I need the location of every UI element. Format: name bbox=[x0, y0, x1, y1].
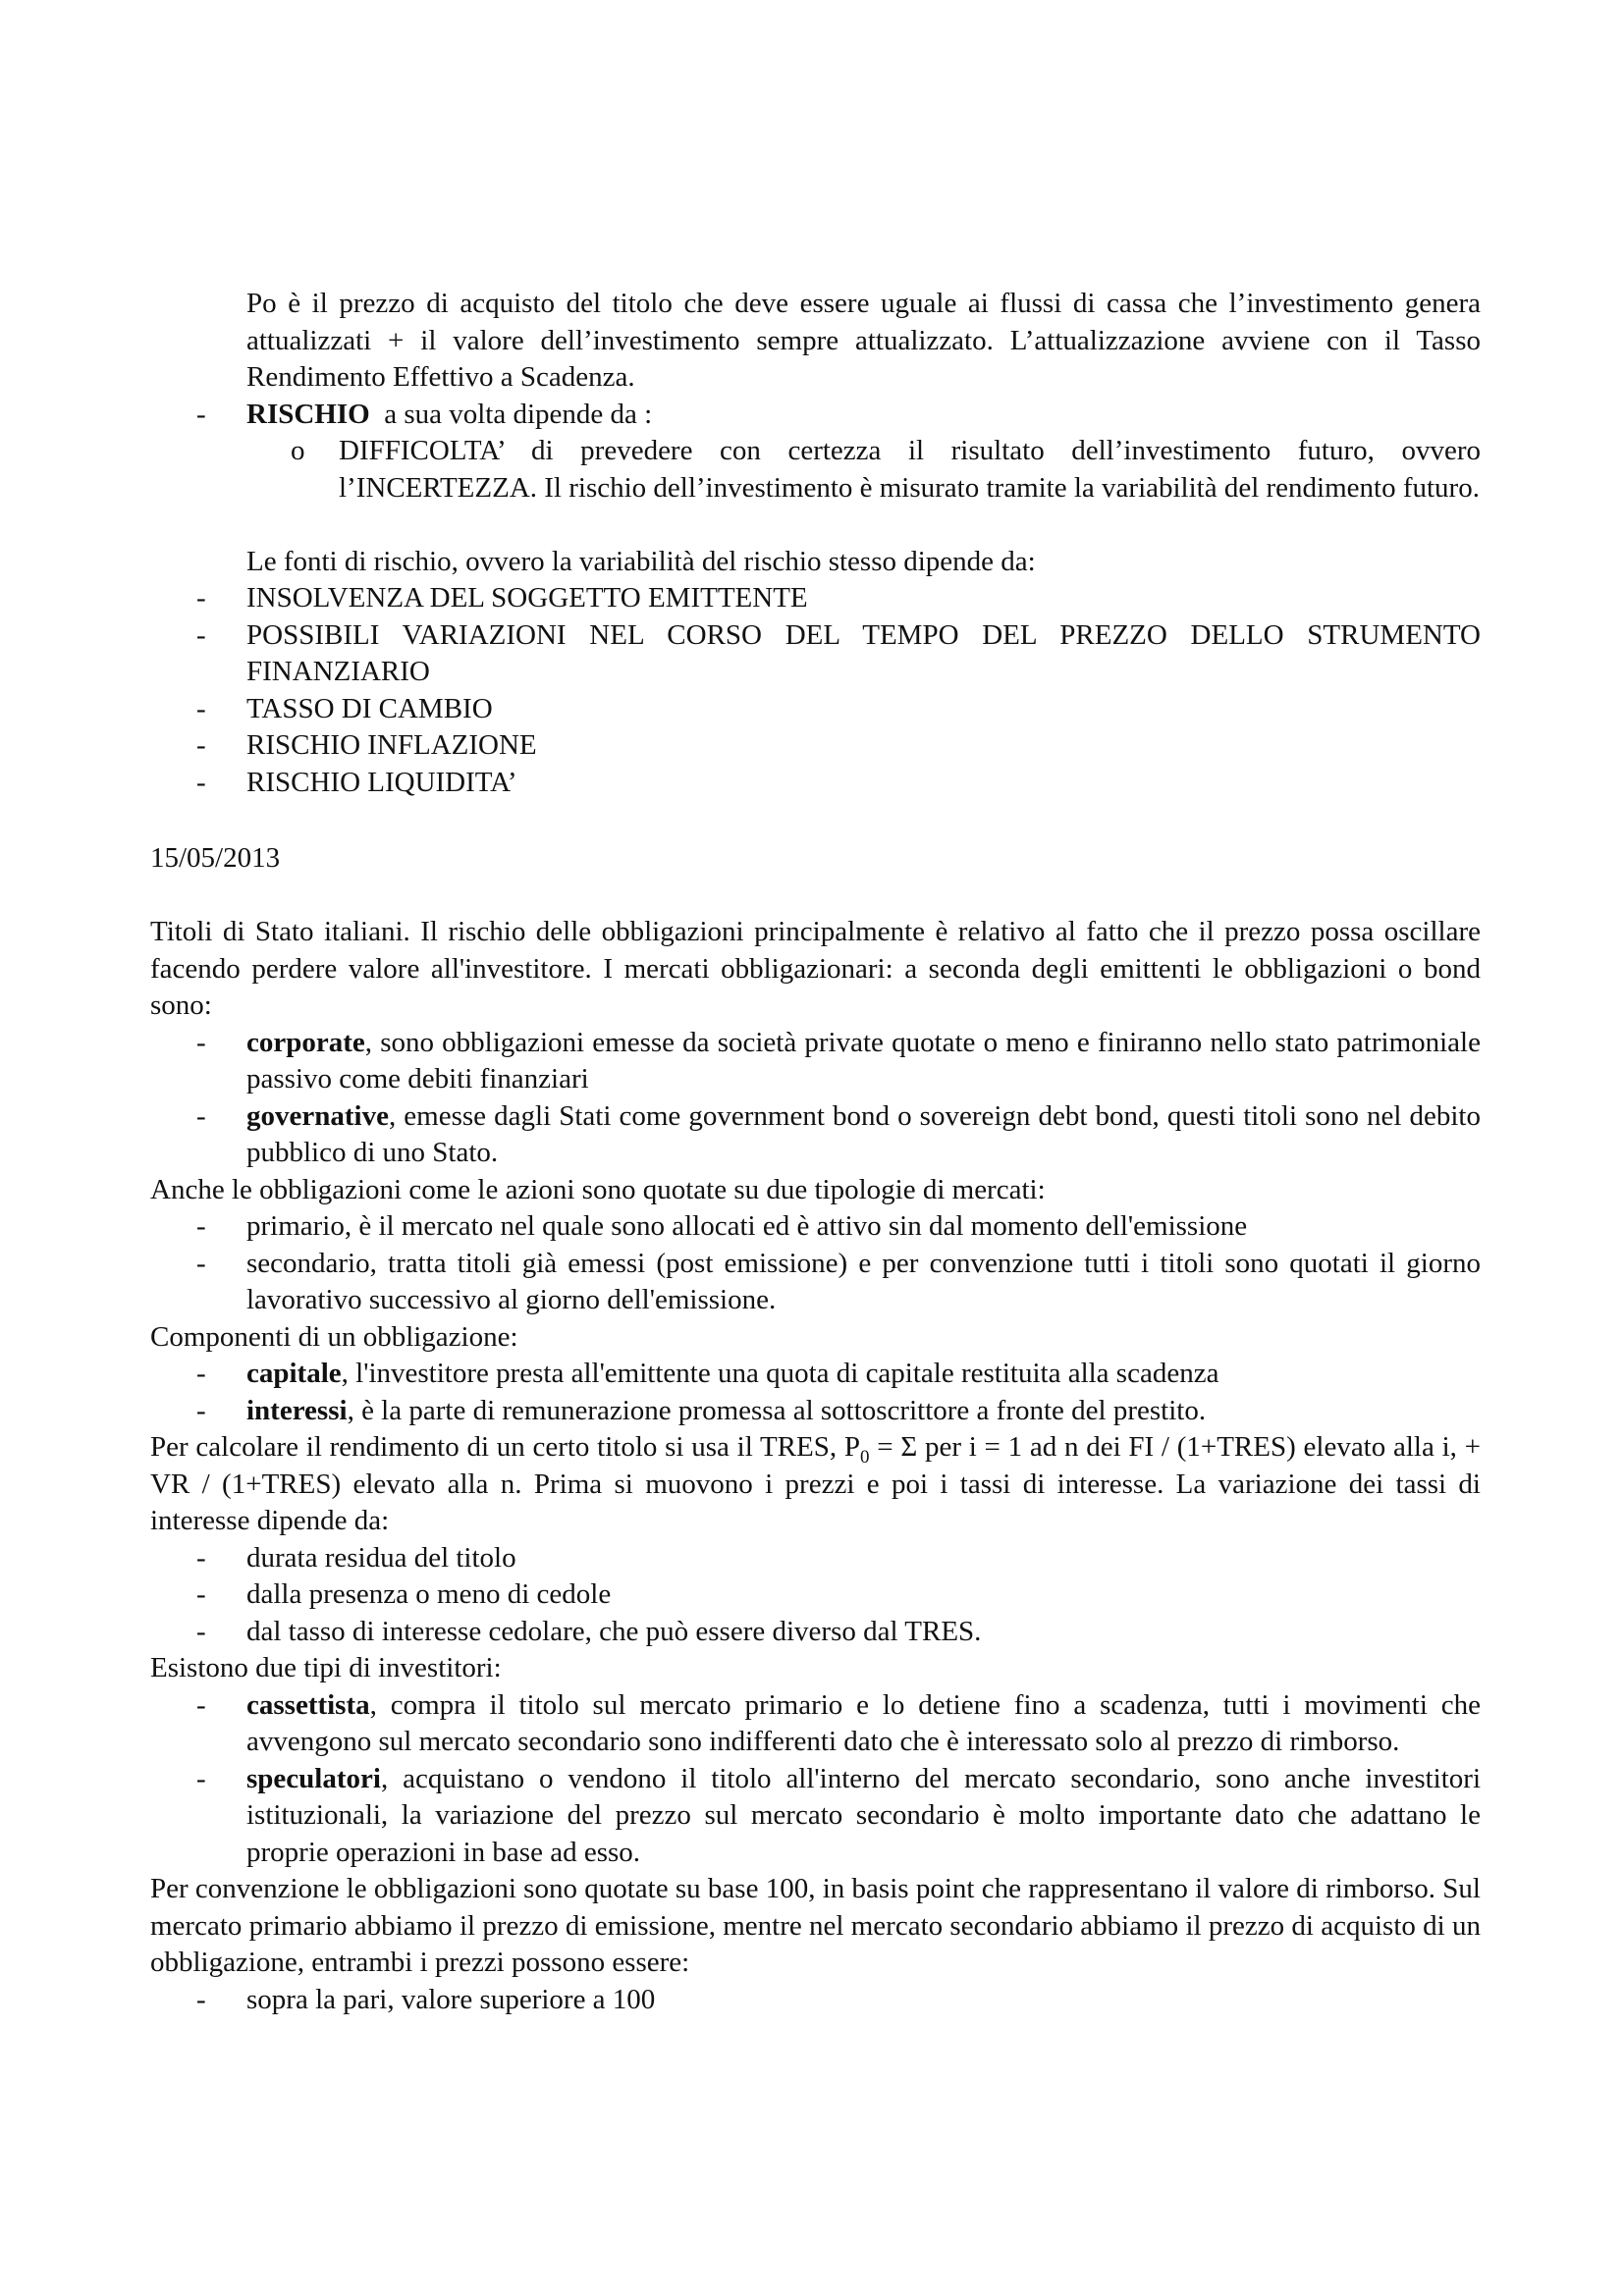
list-item: - dalla presenza o meno di cedole bbox=[196, 1578, 612, 1610]
list-item: - POSSIBILI VARIAZIONI NEL CORSO DEL TEMPO DEL PREZZO DELLO STRUMENTO FINANZIARIO bbox=[196, 618, 1481, 687]
circle-bullet: o bbox=[291, 435, 305, 466]
list-item-speculatori: - speculatori, acquistano o vendono il titolo all'interno del mercato secondario, sono anche investitori istituzionali, la variazione del prezzo sul mercato secondario è molto importante dato che adattano le proprie operazioni in base ad esso. bbox=[196, 1762, 1481, 1868]
list-item-governative: - governative, emesse dagli Stati come government bond o sovereign debt bond, questi titoli sono nel debito pubblico di uno Stato. bbox=[196, 1099, 1481, 1168]
list-item: - TASSO DI CAMBIO bbox=[196, 692, 493, 724]
list-item: - durata residua del titolo bbox=[196, 1541, 516, 1574]
rischio-term: RISCHIO bbox=[246, 399, 370, 430]
rischio-subitem bbox=[0, 433, 1623, 507]
paragraph: Anche le obbligazioni come le azioni sono quotate su due tipologie di mercati: bbox=[150, 1173, 1046, 1205]
incertezza-text: DIFFICOLTA’ di prevedere con certezza il risultato dell’investimento futuro, ovvero l’INCERTEZZA. Il rischio dell’investimento è misurato tramite la variabilità del rendimento futuro. bbox=[339, 435, 1481, 504]
rischio-text: a sua volta dipende da : bbox=[369, 399, 653, 430]
list-item: - primario, è il mercato nel quale sono allocati ed è attivo sin dal momento dell'emissione bbox=[196, 1210, 1248, 1242]
fonti-list bbox=[0, 580, 1623, 801]
paragraph: Per convenzione le obbligazioni sono quotate su base 100, in basis point che rappresentano il valore di rimborso. Sul mercato primario abbiamo il prezzo di emissione, mentre nel mercato secondario abbiamo il prezzo di acquisto di un obbligazione, entrambi i prezzi possono essere: bbox=[150, 1873, 1481, 1978]
rischio-item bbox=[0, 397, 1623, 434]
dash-bullet: - bbox=[196, 399, 206, 430]
intro-paragraph: Po è il prezzo di acquisto del titolo che deve essere uguale ai flussi di cassa che l’investimento genera attualizzati + il valore dell’investimento sempre attualizzato. L’attualizzazione avviene con il Tasso Rendimento Effettivo a Scadenza. bbox=[246, 288, 1481, 393]
list-item: - INSOLVENZA DEL SOGGETTO EMITTENTE bbox=[196, 582, 808, 614]
list-item: - dal tasso di interesse cedolare, che può essere diverso dal TRES. bbox=[196, 1615, 982, 1647]
date-heading: 15/05/2013 bbox=[150, 842, 281, 874]
list-item: - RISCHIO INFLAZIONE bbox=[196, 729, 537, 761]
paragraph: Esistono due tipi di investitori: bbox=[150, 1652, 502, 1683]
list-item-cassettista: - cassettista, compra il titolo sul mercato primario e lo detiene fino a scadenza, tutti i movimenti che avvengono sul mercato secondario sono indifferenti dato che è interessato solo al prezzo di rimborso. bbox=[196, 1688, 1481, 1757]
list-item: - sopra la pari, valore superiore a 100 bbox=[196, 1983, 656, 2015]
list-item-interessi: - interessi, è la parte di remunerazione promessa al sottoscrittore a fronte del prestito. bbox=[196, 1394, 1207, 1426]
list-item: - RISCHIO LIQUIDITA’ bbox=[196, 766, 517, 798]
fonti-intro: Le fonti di rischio, ovvero la variabilità del rischio stesso dipende da: bbox=[246, 546, 1036, 577]
paragraph: Componenti di un obbligazione: bbox=[150, 1320, 518, 1353]
section-rendimento bbox=[0, 286, 1623, 397]
section-titoli-stato bbox=[0, 914, 1623, 2018]
tres-paragraph: Per calcolare il rendimento di un certo titolo si usa il TRES, $P_0 = \Sigma$ per i = 1 ad n dei FI / (1+TRES) elevato alla i, + VR / (1+TRES) elevato alla n. Prima si muovono i prezzi e poi i tassi di interesse. La variazione dei tassi di interesse dipende da: bbox=[150, 1431, 1481, 1536]
list-item-corporate: - corporate, sono obbligazioni emesse da società private quotate o meno e finiranno nello stato patrimoniale passivo come debiti finanziari bbox=[196, 1026, 1481, 1095]
list-item-capitale: - capitale, l'investitore presta all'emittente una quota di capitale restituita alla scadenza bbox=[196, 1358, 1219, 1389]
paragraph: Titoli di Stato italiani. Il rischio delle obbligazioni principalmente è relativo al fatto che il prezzo possa oscillare facendo perdere valore all'investitore. I mercati obbligazionari: a seconda degli emittenti le obbligazioni o bond sono: bbox=[150, 916, 1481, 1021]
list-item: - secondario, tratta titoli già emessi (post emissione) e per convenzione tutti i titoli sono quotati il giorno lavorativo successivo al giorno dell'emissione. bbox=[196, 1247, 1481, 1315]
